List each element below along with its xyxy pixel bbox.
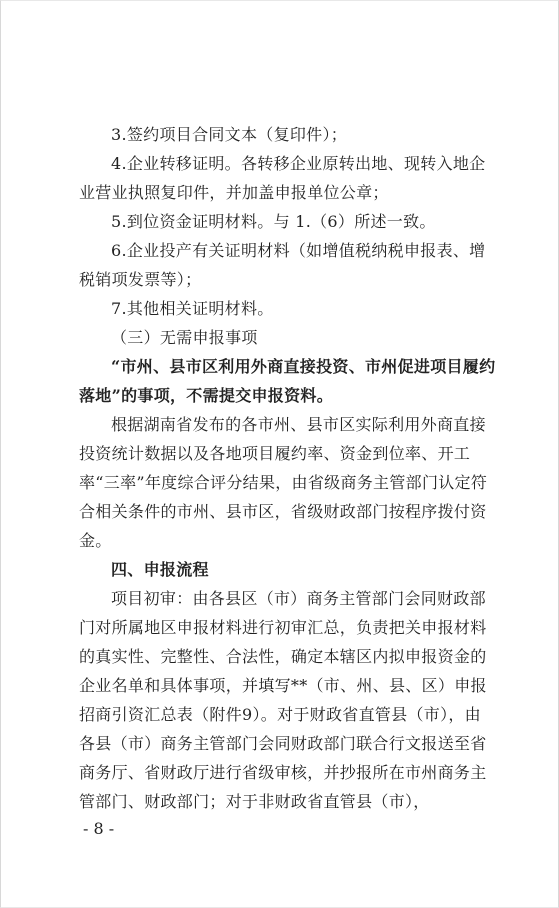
section-heading-3: （三）无需申报事项 <box>111 328 258 347</box>
item-6: 6.企业投产有关证明材料（如增值税纳税申报表、增税销项发票等）； <box>79 241 486 289</box>
item-4: 4.企业转移证明。各转移企业原转出地、现转入地企业营业执照复印件，并加盖申报单位公章； <box>79 154 486 202</box>
item-7: 7.其他相关证明材料。 <box>111 299 274 318</box>
item-3: 3.签约项目合同文本（复印件）； <box>111 125 348 144</box>
bold-statement: “市州、县市区利用外商直接投资、市州促进项目履约落地”的事项，不需提交申报资料。 <box>79 357 496 405</box>
item-5: 5.到位资金证明材料。与 1.（6）所述一致。 <box>111 212 436 231</box>
page-number: - 8 - <box>83 819 115 838</box>
process-paragraph: 项目初审：由各县区（市）商务主管部门会同财政部门对所属地区申报材料进行初审汇总，负责把关申报材料的真实性、完整性、合法性，确定本辖区内拟申报资金的企业名单和具体事项，并填写**（市、州、县、区）申报招商引资汇总表（附件9）。对于财政省直管县（市），由各县（市）商务主管部门会同财政部门联合行文报送至省商务厅、省财政厅进行省级审核，并抄报所在市州商务主管部门、财政部门；对于非财政省直管县（市）， <box>79 589 487 811</box>
section-heading-4: 四、申报流程 <box>111 560 209 579</box>
body-paragraph: 根据湖南省发布的各市州、县市区实际利用外商直接投资统计数据以及各地项目履约率、资金到位率、开工率“三率”年度综合评分结果，由省级商务主管部门认定符合相关条件的市州、县市区，省级财政部门按程序拨付资金。 <box>79 415 488 550</box>
page-body <box>79 120 497 816</box>
